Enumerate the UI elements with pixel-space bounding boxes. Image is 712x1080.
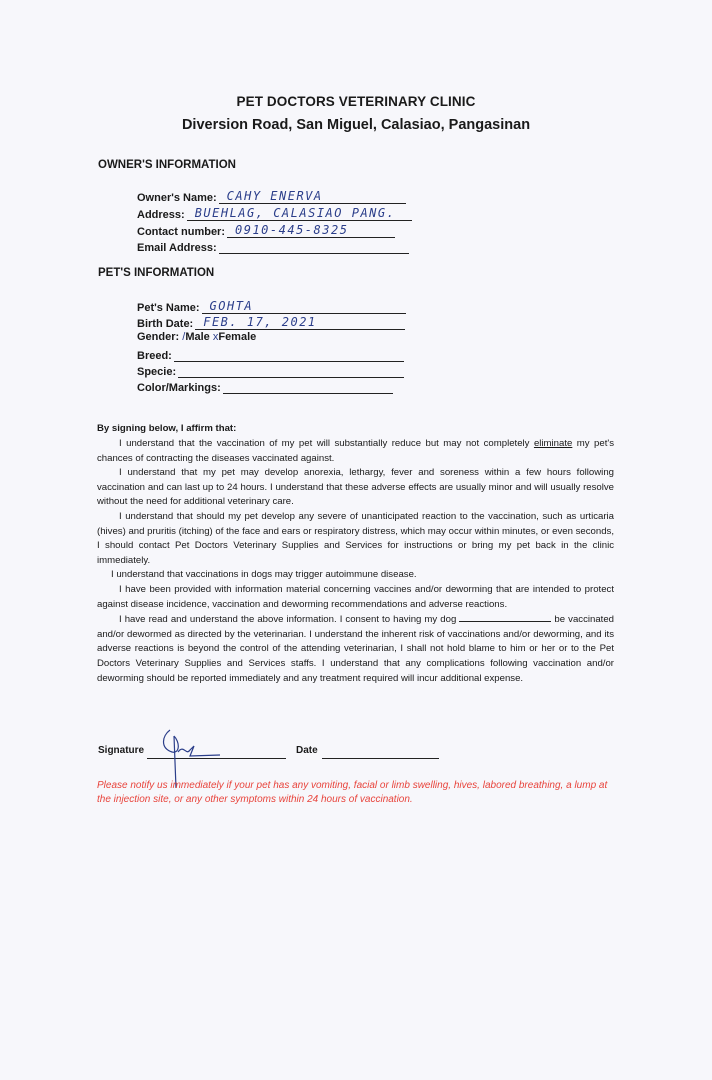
birth-date-row: [137, 314, 405, 330]
contact-number-label: Contact number:: [137, 226, 225, 238]
owner-name-label: Owner's Name:: [137, 192, 217, 204]
p1-text-a: I understand that the vaccination of my pet will substantially reduce but may not completely: [119, 438, 534, 449]
birth-date-label: Birth Date:: [137, 318, 194, 330]
consent-text: [97, 437, 614, 686]
p1-underlined: eliminate: [533, 438, 573, 449]
owner-address-field[interactable]: [187, 205, 412, 221]
contact-number-value: 0910-445-8325: [235, 223, 349, 237]
affirm-heading: By signing below, I affirm that:: [97, 423, 237, 434]
clinic-address: Diversion Road, San Miguel, Calasiao, Pangasinan: [181, 117, 531, 133]
pet-name-value: GOHTA: [209, 299, 254, 313]
pet-section-title: PET'S INFORMATION: [98, 267, 215, 279]
email-field[interactable]: [219, 238, 409, 254]
consent-paragraph-3: I understand that should my pet develop any severe of unanticipated reaction to the vaccination, such as urticaria (hives) and pruritis (itching) of the face and ears or respiratory distress, which may occur within minutes, or even seconds, I should contact Pet Doctors Veterinary Supplies and Services for instructions or bring my pet back in the clinic immediately.: [97, 510, 614, 566]
signature-label: Signature: [98, 745, 145, 756]
owner-name-row: [137, 188, 406, 204]
consent-paragraph-4: I understand that vaccinations in dogs may trigger autoimmune disease.: [111, 569, 417, 581]
birth-date-field[interactable]: [195, 314, 405, 330]
male-checkbox-slash[interactable]: /: [182, 331, 186, 343]
date-row: [296, 745, 318, 756]
owner-address-label: Address:: [137, 209, 185, 221]
breed-field[interactable]: [174, 346, 404, 362]
consent-paragraph-6: [97, 612, 614, 686]
breed-row: [137, 346, 404, 362]
date-line[interactable]: [322, 748, 439, 759]
owner-section-title: OWNER'S INFORMATION: [98, 159, 236, 171]
dog-name-blank[interactable]: [459, 612, 551, 622]
email-row: [137, 238, 409, 254]
signature-row: [98, 745, 144, 756]
color-markings-field[interactable]: [223, 378, 393, 394]
owner-address-row: [137, 205, 412, 221]
date-label: Date: [296, 745, 318, 756]
specie-field[interactable]: [178, 362, 404, 378]
color-markings-row: [137, 378, 393, 394]
email-label: Email Address:: [137, 242, 217, 254]
gender-label: Gender:: [137, 331, 180, 343]
p1-text-b: my pet's chances of contracting the diseases vaccinated against.: [97, 438, 614, 464]
breed-label: Breed:: [137, 350, 172, 362]
consent-paragraph-5: I have been provided with information material concerning vaccines and/or deworming that are intended to protect against disease incidence, vaccination and deworming recommendations and adverse reactions.: [97, 583, 614, 610]
owner-address-value: BUEHLAG, CALASIAO PANG.: [194, 206, 396, 220]
color-markings-label: Color/Markings:: [137, 382, 221, 394]
owner-name-field[interactable]: [219, 188, 406, 204]
consent-paragraph-1: [97, 437, 614, 466]
contact-number-field[interactable]: [227, 222, 395, 238]
contact-number-row: [137, 222, 395, 238]
clinic-name: PET DOCTORS VETERINARY CLINIC: [236, 94, 476, 109]
pet-name-row: [137, 298, 406, 314]
specie-row: [137, 362, 404, 378]
gender-row: [137, 331, 256, 343]
owner-name-value: CAHY ENERVA: [226, 189, 323, 203]
specie-label: Specie:: [137, 366, 177, 378]
notice-text: Please notify us immediately if your pet has any vomiting, facial or limb swelling, hives, labored breathing, a lump at the injection site, or any other symptoms within 24 hours of vaccination.: [97, 780, 608, 805]
pet-name-field[interactable]: [202, 298, 406, 314]
female-checkbox-mark[interactable]: x: [212, 331, 219, 343]
p6-text-b: be vaccinated and/or dewormed as directed by the veterinarian. I understand the inherent risk of vaccinations and/or deworming, and its adverse reactions is beyond the control of the attending veterinarian, I shall not hold blame to him or her or to the Pet Doctors Veterinary Supplies and Services staffs. I understand that any complications following vaccination and/or deworming should be reported immediately and any treatment required will incur additional expense.: [97, 614, 615, 684]
p6-text-a: I have read and understand the above information. I consent to having my dog: [119, 614, 457, 626]
birth-date-value: FEB. 17, 2021: [203, 315, 317, 329]
consent-paragraph-2: I understand that my pet may develop anorexia, lethargy, fever and soreness within a few hours following vaccination and can last up to 24 hours. I understand that these adverse effects are usually minor and will usually resolve without the need for additional veterinary care.: [97, 467, 614, 508]
pet-name-label: Pet's Name:: [137, 302, 200, 314]
gender-male-label: Male: [185, 331, 210, 343]
gender-female-label: Female: [218, 331, 257, 343]
